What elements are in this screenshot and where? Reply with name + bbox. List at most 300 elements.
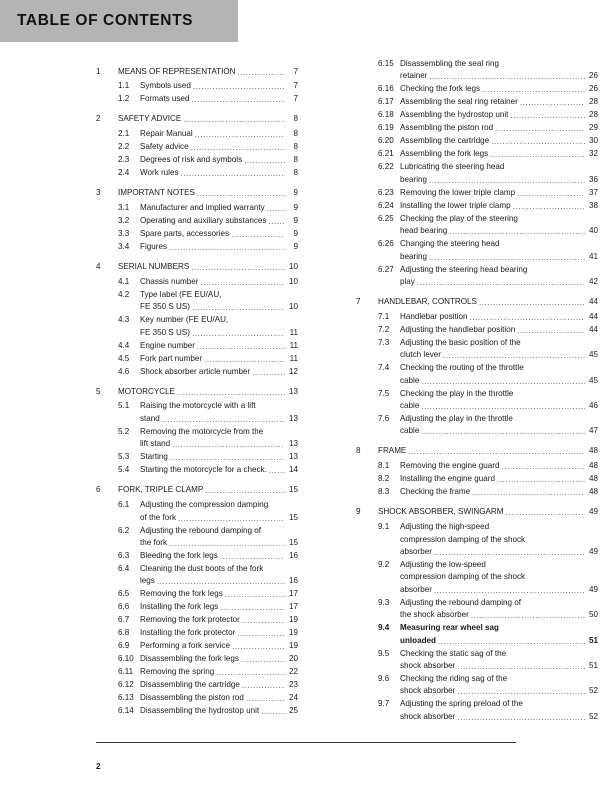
- toc-entry-line: [140, 588, 298, 600]
- toc-entry-body: [400, 673, 598, 698]
- toc-chapter-entry[interactable]: [96, 113, 298, 125]
- toc-entry-page-number: 19: [288, 628, 298, 638]
- toc-entry-title: shock absorber: [400, 686, 456, 696]
- toc-entry-line: [400, 337, 598, 349]
- toc-entry-page-number: 17: [288, 589, 298, 599]
- toc-entry-page-number: 9: [293, 203, 298, 213]
- toc-entry-title: Formats used: [140, 94, 190, 104]
- toc-subsection-entry[interactable]: [96, 525, 298, 550]
- toc-subsection-entry[interactable]: [96, 451, 298, 463]
- toc-entry-line: [400, 546, 598, 558]
- toc-subsection-entry[interactable]: [96, 314, 298, 339]
- toc-entry-page-number: 42: [588, 277, 598, 287]
- toc-subsection-entry[interactable]: [356, 337, 598, 362]
- toc-subsection-entry[interactable]: [96, 400, 298, 425]
- toc-entry-number: 7.6: [378, 414, 390, 424]
- toc-entry-body: [400, 648, 598, 673]
- toc-entry-title: Checking the play of the steering: [400, 213, 518, 223]
- dot-leader: [169, 540, 285, 549]
- toc-entry-number: 6.26: [378, 239, 394, 249]
- toc-entry-title: Bleeding the fork legs: [140, 550, 218, 560]
- toc-entry-title: Starting: [140, 452, 168, 462]
- toc-entry-body: [378, 296, 598, 308]
- toc-entry-number: 4.1: [118, 276, 130, 286]
- dot-leader: [513, 203, 585, 212]
- toc-subsection-entry[interactable]: [356, 148, 598, 160]
- toc-entry-page-number: 45: [588, 375, 598, 385]
- dot-leader: [434, 549, 585, 558]
- toc-entry-body: [140, 202, 298, 214]
- toc-entry-line: [400, 635, 598, 647]
- toc-subsection-entry[interactable]: [356, 96, 598, 108]
- toc-entry-line: [140, 413, 298, 425]
- toc-entry-title: retainer: [400, 71, 428, 81]
- toc-entry-page-number: 28: [588, 97, 598, 107]
- toc-entry-page-number: 36: [588, 174, 598, 184]
- dot-leader: [443, 353, 585, 362]
- toc-entry-number: 7: [356, 296, 361, 306]
- toc-entry-page-number: 40: [588, 226, 598, 236]
- dot-leader: [191, 264, 284, 273]
- toc-entry-title: cable: [400, 426, 420, 436]
- toc-entry-number: 2.4: [118, 168, 130, 178]
- toc-entry-page-placeholder: [525, 534, 537, 546]
- toc-entry-body: [140, 627, 298, 639]
- toc-entry-line: [400, 135, 598, 147]
- toc-entry-line: [400, 324, 598, 336]
- toc-entry-line: [140, 301, 298, 313]
- toc-entry-body: [400, 213, 598, 238]
- toc-subsection-entry[interactable]: [356, 473, 598, 485]
- toc-entry-line: [140, 141, 298, 153]
- toc-entry-line: [400, 388, 598, 400]
- toc-entry-line: [400, 559, 598, 571]
- dot-leader: [238, 69, 285, 78]
- toc-entry-title: FORK, TRIPLE CLAMP: [118, 485, 204, 495]
- dot-leader: [162, 416, 285, 425]
- dot-leader: [497, 477, 585, 486]
- toc-entry-body: [378, 506, 598, 518]
- dot-leader: [232, 644, 285, 653]
- toc-entry-line: [378, 296, 598, 308]
- toc-subsection-entry[interactable]: [356, 264, 598, 289]
- toc-entry-line: [140, 93, 298, 105]
- toc-subsection-entry[interactable]: [96, 679, 298, 691]
- dot-leader: [501, 464, 584, 473]
- toc-chapter-entry[interactable]: [96, 484, 298, 496]
- toc-subsection-entry[interactable]: [356, 109, 598, 121]
- toc-entry-line: [400, 597, 598, 609]
- toc-entry-number: 6: [96, 485, 101, 495]
- toc-entry-page-placeholder: [486, 559, 498, 571]
- toc-entry-body: [140, 400, 298, 425]
- toc-entry-number: 9.6: [378, 673, 390, 683]
- toc-entry-page-placeholder: [504, 161, 516, 173]
- toc-entry-title: compression damping of the shock: [400, 572, 526, 582]
- toc-entry-line: [140, 525, 298, 537]
- footer-page-number: 2: [96, 762, 101, 771]
- toc-subsection-entry[interactable]: [356, 622, 598, 647]
- toc-entry-body: [140, 215, 298, 227]
- toc-entry-title: Symbols used: [140, 81, 191, 91]
- toc-entry-title: bearing: [400, 174, 428, 184]
- toc-entry-line: [400, 174, 598, 186]
- toc-entry-title: MOTORCYCLE: [118, 386, 175, 396]
- toc-subsection-entry[interactable]: [356, 648, 598, 673]
- toc-entry-page-number: 30: [588, 136, 598, 146]
- toc-entry-page-number: 15: [288, 512, 298, 522]
- toc-entry-line: [400, 571, 598, 583]
- toc-entry-line: [140, 512, 298, 524]
- toc-subsection-entry[interactable]: [96, 640, 298, 652]
- toc-entry-title: Safety advice: [140, 142, 189, 152]
- toc-entry-title: Chassis number: [140, 276, 199, 286]
- toc-entry-page-placeholder: [527, 264, 539, 276]
- toc-entry-number: 8: [356, 446, 361, 456]
- dot-leader: [471, 613, 585, 622]
- toc-subsection-entry[interactable]: [356, 698, 598, 723]
- toc-entry-number: 1.2: [118, 94, 130, 104]
- toc-subsection-entry[interactable]: [96, 692, 298, 704]
- toc-entry-number: 2.1: [118, 129, 130, 139]
- toc-entry-page-number: 10: [288, 302, 298, 312]
- toc-entry-page-number: 28: [588, 110, 598, 120]
- toc-subsection-entry[interactable]: [356, 200, 598, 212]
- toc-entry-line: [140, 601, 298, 613]
- toc-entry-number: 6.8: [118, 628, 130, 638]
- toc-subsection-entry[interactable]: [96, 167, 298, 179]
- toc-subsection-entry[interactable]: [96, 80, 298, 92]
- toc-entry-line: [400, 584, 598, 596]
- toc-entry-title: Disassembling the cartridge: [140, 680, 240, 690]
- toc-entry-number: 9: [356, 507, 361, 517]
- toc-entry-line: [140, 276, 298, 288]
- toc-entry-number: 8.3: [378, 487, 390, 497]
- toc-subsection-entry[interactable]: [356, 597, 598, 622]
- toc-entry-title: FRAME: [378, 446, 407, 456]
- toc-entry-line: [140, 167, 298, 179]
- toc-chapter-entry[interactable]: [96, 386, 298, 398]
- toc-entry-number: 6.19: [378, 123, 394, 133]
- toc-subsection-entry[interactable]: [356, 58, 598, 83]
- toc-entry-body: [140, 128, 298, 140]
- toc-subsection-entry[interactable]: [96, 588, 298, 600]
- toc-entry-body: [400, 187, 598, 199]
- toc-entry-body: [140, 167, 298, 179]
- toc-entry-title: IMPORTANT NOTES: [118, 188, 195, 198]
- toc-subsection-entry[interactable]: [356, 460, 598, 472]
- toc-entry-title: Adjusting the rebound damping of: [400, 597, 522, 607]
- toc-entry-line: [118, 187, 298, 199]
- toc-entry-page-number: 8: [293, 155, 298, 165]
- toc-entry-title: unloaded: [400, 635, 436, 645]
- toc-subsection-entry[interactable]: [356, 413, 598, 438]
- toc-entry-line: [400, 685, 598, 697]
- toc-entry-title: legs: [140, 576, 155, 586]
- toc-entry-page-number: 37: [588, 187, 598, 197]
- toc-entry-title: Cleaning the dust boots of the fork: [140, 563, 264, 573]
- toc-subsection-entry[interactable]: [96, 289, 298, 314]
- toc-subsection-entry[interactable]: [96, 276, 298, 288]
- toc-entry-body: [400, 337, 598, 362]
- dot-leader: [421, 378, 584, 387]
- toc-subsection-entry[interactable]: [96, 563, 298, 588]
- dot-leader: [421, 429, 584, 438]
- toc-subsection-entry[interactable]: [356, 187, 598, 199]
- toc-entry-page-number: 23: [288, 680, 298, 690]
- toc-subsection-entry[interactable]: [96, 202, 298, 214]
- toc-entry-number: 2.3: [118, 155, 130, 165]
- toc-entry-line: [400, 311, 598, 323]
- toc-subsection-entry[interactable]: [356, 362, 598, 387]
- toc-chapter-entry[interactable]: [356, 296, 598, 308]
- toc-chapter-entry[interactable]: [96, 66, 298, 78]
- toc-subsection-entry[interactable]: [96, 141, 298, 153]
- toc-entry-body: [140, 154, 298, 166]
- toc-entry-page-placeholder: [221, 289, 233, 301]
- toc-subsection-entry[interactable]: [96, 215, 298, 227]
- toc-entry-page-number: 45: [588, 350, 598, 360]
- toc-entry-title: Key number (FE EU/AU,: [140, 315, 229, 325]
- dot-leader: [472, 490, 584, 499]
- toc-entry-body: [140, 93, 298, 105]
- toc-entry-number: 4.6: [118, 366, 130, 376]
- toc-entry-title: Disassembling the piston rod: [140, 693, 244, 703]
- toc-entry-title: shock absorber: [400, 660, 456, 670]
- toc-entry-line: [140, 692, 298, 704]
- toc-subsection-entry[interactable]: [356, 135, 598, 147]
- toc-entry-page-number: 9: [293, 216, 298, 226]
- toc-entry-title: Adjusting the basic position of the: [400, 337, 521, 347]
- dot-leader: [449, 229, 584, 238]
- toc-column-left: [0, 58, 306, 718]
- toc-entry-line: [400, 264, 598, 276]
- toc-subsection-entry[interactable]: [96, 128, 298, 140]
- toc-entry-title: the shock absorber: [400, 610, 469, 620]
- toc-entry-line: [140, 215, 298, 227]
- toc-entry-number: 6.12: [118, 680, 134, 690]
- toc-subsection-entry[interactable]: [96, 464, 298, 476]
- toc-entry-title: Checking the routing of the throttle: [400, 363, 524, 373]
- toc-entry-page-number: 41: [588, 251, 598, 261]
- toc-entry-line: [400, 473, 598, 485]
- toc-entry-number: 6.13: [118, 693, 134, 703]
- toc-entry-title: Manufacturer and implied warranty: [140, 203, 265, 213]
- toc-entry-title: Removing the spring: [140, 667, 215, 677]
- toc-subsection-entry[interactable]: [356, 213, 598, 238]
- toc-entry-body: [140, 653, 298, 665]
- toc-subsection-entry[interactable]: [96, 93, 298, 105]
- toc-entry-page-number: 44: [588, 296, 598, 306]
- dot-leader: [244, 158, 284, 167]
- dot-leader: [169, 244, 285, 253]
- toc-entry-number: 6.22: [378, 162, 394, 172]
- toc-entry-title: Installing the fork legs: [140, 602, 219, 612]
- toc-entry-number: 5.1: [118, 401, 130, 411]
- toc-entry-body: [118, 113, 298, 125]
- toc-entry-body: [400, 388, 598, 413]
- footer-divider: [96, 742, 516, 743]
- toc-entry-title: Measuring rear wheel sag: [400, 623, 499, 633]
- toc-entry-line: [400, 349, 598, 361]
- toc-subsection-entry[interactable]: [96, 666, 298, 678]
- toc-entry-body: [400, 96, 598, 108]
- dot-leader: [181, 171, 285, 180]
- toc-subsection-entry[interactable]: [356, 161, 598, 186]
- toc-entry-page-placeholder: [261, 525, 273, 537]
- toc-entry-line: [400, 400, 598, 412]
- toc-entry-line: [140, 202, 298, 214]
- toc-entry-page-number: 13: [288, 452, 298, 462]
- toc-entry-number: 9.1: [378, 522, 390, 532]
- toc-entry-number: 4: [96, 261, 101, 271]
- toc-entry-number: 6.24: [378, 200, 394, 210]
- toc-entry-title: Work rules: [140, 168, 179, 178]
- toc-entry-page-number: 11: [289, 340, 298, 350]
- toc-entry-line: [400, 673, 598, 685]
- toc-subsection-entry[interactable]: [96, 340, 298, 352]
- toc-entry-number: 6.11: [118, 667, 134, 677]
- toc-entry-line: [140, 499, 298, 511]
- toc-entry-line: [400, 534, 598, 546]
- toc-entry-line: [400, 109, 598, 121]
- toc-entry-number: 6.5: [118, 589, 130, 599]
- toc-entry-line: [400, 200, 598, 212]
- toc-entry-title: Checking the static sag of the: [400, 648, 507, 658]
- toc-entry-title: of the fork: [140, 512, 176, 522]
- toc-entry-page-placeholder: [518, 213, 530, 225]
- toc-subsection-entry[interactable]: [356, 559, 598, 596]
- toc-entry-line: [140, 464, 298, 476]
- toc-subsection-entry[interactable]: [356, 311, 598, 323]
- dot-leader: [157, 579, 285, 588]
- toc-entry-number: 6.20: [378, 136, 394, 146]
- dot-leader: [204, 356, 284, 365]
- toc-entry-page-placeholder: [507, 673, 519, 685]
- toc-entry-page-number: 15: [288, 537, 298, 547]
- toc-entry-body: [378, 445, 598, 457]
- toc-entry-line: [400, 70, 598, 82]
- toc-entry-page-number: 22: [288, 667, 298, 677]
- toc-entry-body: [400, 83, 598, 95]
- toc-subsection-entry[interactable]: [96, 627, 298, 639]
- toc-entry-title: Raising the motorcycle with a lift: [140, 401, 256, 411]
- toc-entry-body: [140, 451, 298, 463]
- toc-subsection-entry[interactable]: [356, 486, 598, 498]
- toc-entry-title: compression damping of the shock: [400, 534, 526, 544]
- toc-entry-line: [400, 425, 598, 437]
- toc-entry-number: 3.3: [118, 229, 130, 239]
- toc-entry-line: [140, 314, 298, 326]
- toc-subsection-entry[interactable]: [96, 601, 298, 613]
- dot-leader: [195, 132, 285, 141]
- dot-leader: [417, 279, 585, 288]
- toc-subsection-entry[interactable]: [96, 228, 298, 240]
- toc-entry-page-number: 48: [588, 474, 598, 484]
- toc-chapter-entry[interactable]: [96, 261, 298, 273]
- toc-subsection-entry[interactable]: [356, 388, 598, 413]
- toc-subsection-entry[interactable]: [96, 426, 298, 451]
- toc-subsection-entry[interactable]: [96, 614, 298, 626]
- toc-entry-number: 4.4: [118, 340, 130, 350]
- toc-entry-number: 5.2: [118, 426, 130, 436]
- toc-chapter-entry[interactable]: [356, 506, 598, 518]
- toc-entry-title: Removing the engine guard: [400, 461, 500, 471]
- toc-entry-line: [400, 660, 598, 672]
- toc-entry-line: [400, 58, 598, 70]
- toc-subsection-entry[interactable]: [356, 122, 598, 134]
- toc-entry-title: Lubricating the steering head: [400, 162, 505, 172]
- toc-subsection-entry[interactable]: [356, 324, 598, 336]
- toc-entry-title: Assembling the piston rod: [400, 123, 494, 133]
- toc-subsection-entry[interactable]: [96, 366, 298, 378]
- toc-entry-number: 6.1: [118, 500, 130, 510]
- toc-entry-page-number: 19: [288, 641, 298, 651]
- toc-subsection-entry[interactable]: [96, 705, 298, 717]
- toc-entry-page-number: 52: [588, 711, 598, 721]
- toc-chapter-entry[interactable]: [356, 445, 598, 457]
- dot-leader: [192, 330, 285, 339]
- toc-entry-page-number: 9: [293, 188, 298, 198]
- toc-entry-line: [140, 575, 298, 587]
- toc-entry-line: [378, 445, 598, 457]
- toc-entry-title: Adjusting the rebound damping of: [140, 525, 262, 535]
- toc-entry-number: 5.3: [118, 452, 130, 462]
- toc-subsection-entry[interactable]: [356, 83, 598, 95]
- toc-entry-page-number: 44: [588, 311, 598, 321]
- toc-entry-page-placeholder: [521, 597, 533, 609]
- toc-entry-page-number: 9: [293, 229, 298, 239]
- toc-subsection-entry[interactable]: [96, 653, 298, 665]
- dot-leader: [252, 369, 284, 378]
- dot-leader: [434, 587, 585, 596]
- dot-leader: [421, 403, 584, 412]
- toc-entry-page-number: 7: [293, 94, 298, 104]
- toc-entry-body: [118, 187, 298, 199]
- toc-entry-line: [400, 251, 598, 263]
- toc-chapter-entry[interactable]: [96, 187, 298, 199]
- toc-subsection-entry[interactable]: [96, 499, 298, 524]
- toc-entry-body: [140, 525, 298, 550]
- toc-entry-number: 3: [96, 188, 101, 198]
- dot-leader: [191, 145, 285, 154]
- toc-subsection-entry[interactable]: [96, 550, 298, 562]
- toc-entry-number: 6.16: [378, 84, 394, 94]
- toc-subsection-entry[interactable]: [356, 238, 598, 263]
- toc-subsection-entry[interactable]: [356, 521, 598, 558]
- table-of-contents: [0, 58, 612, 724]
- toc-entry-number: 4.2: [118, 289, 130, 299]
- toc-entry-number: 7.4: [378, 363, 390, 373]
- toc-entry-number: 6.4: [118, 563, 130, 573]
- toc-entry-body: [140, 588, 298, 600]
- dot-leader: [220, 553, 285, 562]
- toc-subsection-entry[interactable]: [96, 241, 298, 253]
- toc-entry-title: Disassembling the hydrostop unit: [140, 706, 260, 716]
- toc-subsection-entry[interactable]: [96, 353, 298, 365]
- toc-entry-number: 9.5: [378, 648, 390, 658]
- toc-entry-page-number: 7: [293, 66, 298, 76]
- toc-subsection-entry[interactable]: [96, 154, 298, 166]
- toc-entry-number: 6.2: [118, 525, 130, 535]
- toc-entry-page-number: 24: [288, 693, 298, 703]
- toc-entry-title: Handlebar position: [400, 311, 468, 321]
- toc-subsection-entry[interactable]: [356, 673, 598, 698]
- toc-entry-body: [400, 362, 598, 387]
- toc-entry-title: MEANS OF REPRESENTATION: [118, 66, 236, 76]
- toc-entry-line: [140, 228, 298, 240]
- toc-entry-page-number: 50: [588, 610, 598, 620]
